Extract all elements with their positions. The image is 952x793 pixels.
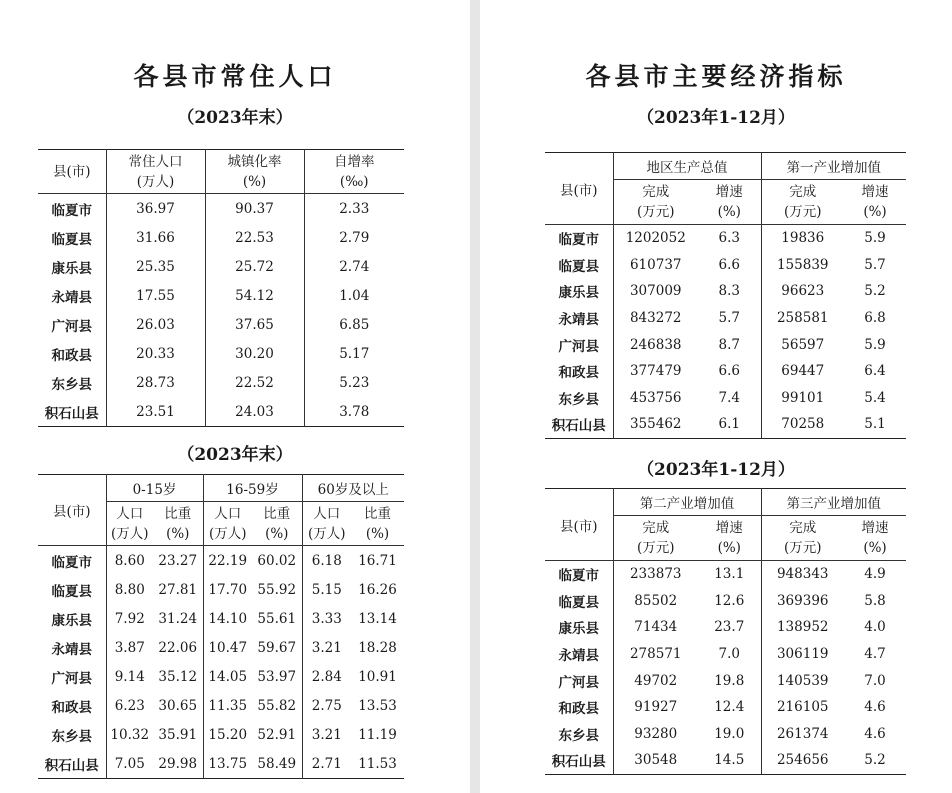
value-cell: 138952 — [776, 619, 829, 636]
value-cell: 246838 — [629, 336, 682, 353]
value-cell: 5.7 — [698, 305, 761, 332]
table-row — [545, 588, 906, 615]
county-name-cell: 临夏市 — [38, 546, 106, 576]
value-cell: 216105 — [776, 699, 829, 716]
value-cell: 30.65 — [153, 691, 203, 720]
value-cell: 55.61 — [252, 604, 302, 633]
value-cell: 4.0 — [864, 619, 886, 636]
county-name-cell: 临夏市 — [545, 225, 613, 252]
value-cell: 3.21 — [311, 639, 342, 656]
value-cell: 31.66 — [106, 223, 205, 252]
group-header-tertiary-industry: 第三产业增加值 — [761, 489, 906, 516]
value-cell: 11.53 — [358, 755, 397, 772]
county-name-cell: 临夏县 — [545, 252, 613, 279]
value-cell: 6.6 — [698, 358, 761, 385]
county-name-cell: 东乡县 — [545, 385, 613, 412]
value-cell: 8.3 — [698, 278, 761, 305]
value-cell: 19836 — [781, 230, 825, 247]
value-cell: 55.92 — [252, 575, 302, 604]
table-row — [38, 281, 404, 310]
value-cell: 8.7 — [698, 331, 761, 358]
population-title: 各县市常住人口 — [133, 62, 337, 91]
value-cell: 70258 — [781, 416, 825, 433]
value-cell: 369396 — [776, 592, 829, 609]
county-name-cell: 临夏市 — [38, 194, 106, 224]
value-cell: 14.05 — [208, 668, 248, 685]
value-cell: 610737 — [629, 256, 682, 273]
group-header-primary-industry: 第一产业增加值 — [761, 153, 906, 180]
county-name-cell: 临夏县 — [38, 223, 106, 252]
value-cell: 5.2 — [864, 283, 886, 300]
sub-header: 完成 (万元) — [613, 180, 698, 225]
value-cell: 23.51 — [106, 397, 205, 427]
value-cell: 6.6 — [698, 252, 761, 279]
table-row — [38, 310, 404, 339]
table-row — [545, 694, 906, 721]
county-name-cell: 广河县 — [38, 310, 106, 339]
value-cell: 29.98 — [153, 749, 203, 779]
table-row — [38, 194, 404, 224]
value-cell: 60.02 — [252, 546, 302, 576]
value-cell: 11.19 — [358, 726, 397, 743]
value-cell: 35.91 — [153, 720, 203, 749]
table-row — [38, 223, 404, 252]
value-cell: 30.20 — [205, 339, 304, 368]
table-row — [545, 747, 906, 774]
value-cell: 8.60 — [114, 552, 145, 569]
economic-title: 各县市主要经济指标 — [585, 62, 847, 91]
value-cell: 254656 — [776, 752, 829, 769]
value-cell: 7.05 — [114, 755, 145, 772]
table-row — [545, 667, 906, 694]
value-cell: 17.55 — [106, 281, 205, 310]
value-cell: 8.80 — [114, 581, 145, 598]
value-cell: 7.0 — [698, 641, 761, 668]
county-name-cell: 康乐县 — [38, 604, 106, 633]
value-cell: 355462 — [629, 416, 682, 433]
county-name-cell: 广河县 — [545, 331, 613, 358]
table-row — [38, 720, 404, 749]
value-cell: 9.14 — [114, 668, 145, 685]
value-cell: 56597 — [781, 336, 825, 353]
sub-header: 完成 (万元) — [613, 516, 698, 561]
value-cell: 69447 — [781, 363, 825, 380]
value-cell: 6.8 — [864, 310, 886, 327]
table-row — [38, 633, 404, 662]
county-name-cell: 东乡县 — [38, 720, 106, 749]
county-name-cell: 临夏市 — [545, 561, 613, 588]
group-header-0-15: 0-15岁 — [106, 475, 203, 502]
county-name-cell: 和政县 — [545, 358, 613, 385]
sub-header: 完成 (万元) — [761, 516, 844, 561]
county-name-cell: 永靖县 — [545, 305, 613, 332]
value-cell: 30548 — [634, 752, 678, 769]
value-cell: 6.85 — [339, 316, 370, 333]
value-cell: 5.1 — [864, 416, 886, 433]
value-cell: 36.97 — [106, 194, 205, 224]
value-cell: 49702 — [634, 672, 678, 689]
county-name-cell: 永靖县 — [545, 641, 613, 668]
value-cell: 5.9 — [864, 336, 886, 353]
county-name-cell: 东乡县 — [38, 368, 106, 397]
value-cell: 24.03 — [205, 397, 304, 427]
table-row — [545, 225, 906, 252]
sub-header: 人口 (万人) — [203, 502, 252, 546]
table-row — [545, 331, 906, 358]
value-cell: 27.81 — [153, 575, 203, 604]
county-name-cell: 临夏县 — [545, 588, 613, 615]
value-cell: 7.92 — [114, 610, 145, 627]
value-cell: 31.24 — [153, 604, 203, 633]
value-cell: 6.1 — [698, 411, 761, 438]
table-row — [545, 385, 906, 412]
value-cell: 6.4 — [864, 363, 886, 380]
sub-header: 人口 (万人) — [106, 502, 153, 546]
value-cell: 11.35 — [208, 697, 248, 714]
value-cell: 6.3 — [698, 225, 761, 252]
value-cell: 377479 — [629, 363, 682, 380]
value-cell: 5.4 — [864, 389, 886, 406]
value-cell: 85502 — [634, 592, 678, 609]
county-name-cell: 广河县 — [38, 662, 106, 691]
col-header-urbanization: 城镇化率 (%) — [205, 150, 304, 194]
value-cell: 71434 — [634, 619, 678, 636]
sub-header: 比重 (%) — [252, 502, 302, 546]
value-cell: 1.04 — [339, 287, 370, 304]
sub-header: 增速 (%) — [844, 516, 906, 561]
value-cell: 6.23 — [114, 697, 145, 714]
value-cell: 3.33 — [311, 610, 342, 627]
county-name-cell: 积石山县 — [545, 411, 613, 438]
value-cell: 7.0 — [864, 672, 886, 689]
value-cell: 23.27 — [153, 546, 203, 576]
sub-header: 增速 (%) — [844, 180, 906, 225]
sub-header: 增速 (%) — [698, 180, 761, 225]
value-cell: 5.8 — [864, 592, 886, 609]
value-cell: 2.79 — [339, 229, 370, 246]
sub-header: 比重 (%) — [153, 502, 203, 546]
table-row — [38, 339, 404, 368]
sub-header: 人口 (万人) — [302, 502, 351, 546]
value-cell: 26.03 — [106, 310, 205, 339]
economic-table1-subtitle: （2023年1-12月） — [637, 108, 795, 128]
value-cell: 13.75 — [208, 755, 248, 772]
sub-header: 完成 (万元) — [761, 180, 844, 225]
table-row — [38, 368, 404, 397]
table-row — [38, 662, 404, 691]
value-cell: 16.26 — [358, 581, 397, 598]
value-cell: 2.71 — [311, 755, 342, 772]
value-cell: 16.71 — [358, 552, 397, 569]
table-row — [545, 305, 906, 332]
value-cell: 25.35 — [106, 252, 205, 281]
county-name-cell: 和政县 — [38, 691, 106, 720]
secondary-tertiary-table — [545, 488, 906, 775]
value-cell: 13.14 — [358, 610, 397, 627]
group-header-secondary-industry: 第二产业增加值 — [613, 489, 761, 516]
county-name-cell: 和政县 — [545, 694, 613, 721]
value-cell: 19.0 — [698, 721, 761, 748]
value-cell: 10.32 — [110, 726, 150, 743]
value-cell: 59.67 — [252, 633, 302, 662]
value-cell: 22.53 — [205, 223, 304, 252]
group-header-60-plus: 60岁及以上 — [302, 475, 404, 502]
value-cell: 5.15 — [311, 581, 342, 598]
value-cell: 23.7 — [698, 614, 761, 641]
value-cell: 2.84 — [311, 668, 342, 685]
table-row — [545, 358, 906, 385]
table-row — [545, 721, 906, 748]
value-cell: 233873 — [629, 566, 682, 583]
county-name-cell: 永靖县 — [38, 281, 106, 310]
value-cell: 18.28 — [358, 639, 397, 656]
value-cell: 12.4 — [698, 694, 761, 721]
value-cell: 306119 — [776, 646, 829, 663]
table-row — [545, 614, 906, 641]
value-cell: 5.7 — [864, 256, 886, 273]
value-cell: 1202052 — [625, 230, 686, 247]
value-cell: 453756 — [629, 389, 682, 406]
table-row — [545, 252, 906, 279]
population-table2-subtitle: （2023年末） — [177, 445, 293, 465]
county-name-cell: 东乡县 — [545, 721, 613, 748]
value-cell: 10.47 — [208, 639, 248, 656]
county-name-cell: 积石山县 — [545, 747, 613, 774]
value-cell: 17.70 — [208, 581, 248, 598]
table-row — [38, 749, 404, 779]
table-row — [545, 411, 906, 438]
table-row — [38, 691, 404, 720]
value-cell: 261374 — [776, 725, 829, 742]
county-name-cell: 积石山县 — [38, 749, 106, 779]
value-cell: 19.8 — [698, 667, 761, 694]
value-cell: 58.49 — [252, 749, 302, 779]
value-cell: 90.37 — [205, 194, 304, 224]
value-cell: 6.18 — [311, 552, 342, 569]
page-gutter — [470, 0, 480, 793]
value-cell: 13.53 — [358, 697, 397, 714]
value-cell: 91927 — [634, 699, 678, 716]
value-cell: 25.72 — [205, 252, 304, 281]
value-cell: 52.91 — [252, 720, 302, 749]
value-cell: 307009 — [629, 283, 682, 300]
sub-header: 比重 (%) — [351, 502, 404, 546]
group-header-16-59: 16-59岁 — [203, 475, 302, 502]
county-name-cell: 永靖县 — [38, 633, 106, 662]
value-cell: 4.7 — [864, 646, 886, 663]
value-cell: 2.75 — [311, 697, 342, 714]
value-cell: 948343 — [776, 566, 829, 583]
value-cell: 155839 — [776, 256, 829, 273]
county-name-cell: 康乐县 — [545, 278, 613, 305]
age-structure-table — [38, 474, 404, 779]
value-cell: 13.1 — [698, 561, 761, 588]
col-header-growth-rate: 自增率 (‰) — [304, 150, 404, 194]
value-cell: 4.6 — [864, 699, 886, 716]
value-cell: 2.33 — [339, 200, 370, 217]
sub-header: 增速 (%) — [698, 516, 761, 561]
table-row — [38, 397, 404, 427]
table-row — [545, 641, 906, 668]
value-cell: 37.65 — [205, 310, 304, 339]
col-header-county: 县(市) — [545, 489, 613, 561]
value-cell: 22.52 — [205, 368, 304, 397]
value-cell: 2.74 — [339, 258, 370, 275]
value-cell: 28.73 — [106, 368, 205, 397]
value-cell: 5.17 — [339, 345, 370, 362]
col-header-population: 常住人口 (万人) — [106, 150, 205, 194]
col-header-county: 县(市) — [545, 153, 613, 225]
value-cell: 20.33 — [106, 339, 205, 368]
value-cell: 3.78 — [339, 403, 370, 420]
table-row — [38, 604, 404, 633]
table-row — [38, 546, 404, 576]
gdp-primary-table — [545, 152, 906, 439]
col-header-county: 县(市) — [38, 475, 106, 546]
value-cell: 4.6 — [864, 725, 886, 742]
value-cell: 93280 — [634, 725, 678, 742]
value-cell: 140539 — [776, 672, 829, 689]
value-cell: 12.6 — [698, 588, 761, 615]
value-cell: 53.97 — [252, 662, 302, 691]
county-name-cell: 广河县 — [545, 667, 613, 694]
table-row — [545, 561, 906, 588]
county-name-cell: 康乐县 — [545, 614, 613, 641]
value-cell: 258581 — [776, 310, 829, 327]
table-row — [38, 575, 404, 604]
county-name-cell: 临夏县 — [38, 575, 106, 604]
value-cell: 843272 — [629, 310, 682, 327]
value-cell: 14.5 — [698, 747, 761, 774]
group-header-gdp: 地区生产总值 — [613, 153, 761, 180]
col-header-county: 县(市) — [38, 150, 106, 194]
value-cell: 5.2 — [864, 752, 886, 769]
value-cell: 5.9 — [864, 230, 886, 247]
value-cell: 4.9 — [864, 566, 886, 583]
value-cell: 7.4 — [698, 385, 761, 412]
value-cell: 3.87 — [114, 639, 145, 656]
table-row — [545, 278, 906, 305]
value-cell: 10.91 — [358, 668, 397, 685]
value-cell: 15.20 — [208, 726, 248, 743]
county-name-cell: 康乐县 — [38, 252, 106, 281]
county-name-cell: 和政县 — [38, 339, 106, 368]
population-table1-subtitle: （2023年末） — [177, 108, 293, 128]
value-cell: 54.12 — [205, 281, 304, 310]
value-cell: 3.21 — [311, 726, 342, 743]
value-cell: 278571 — [629, 646, 682, 663]
value-cell: 5.23 — [339, 374, 370, 391]
value-cell: 96623 — [781, 283, 825, 300]
value-cell: 99101 — [781, 389, 825, 406]
value-cell: 35.12 — [153, 662, 203, 691]
value-cell: 55.82 — [252, 691, 302, 720]
value-cell: 22.06 — [153, 633, 203, 662]
table-row — [38, 252, 404, 281]
economic-table2-subtitle: （2023年1-12月） — [637, 460, 795, 480]
county-name-cell: 积石山县 — [38, 397, 106, 427]
value-cell: 14.10 — [208, 610, 248, 627]
value-cell: 22.19 — [208, 552, 248, 569]
resident-population-table — [38, 149, 404, 427]
